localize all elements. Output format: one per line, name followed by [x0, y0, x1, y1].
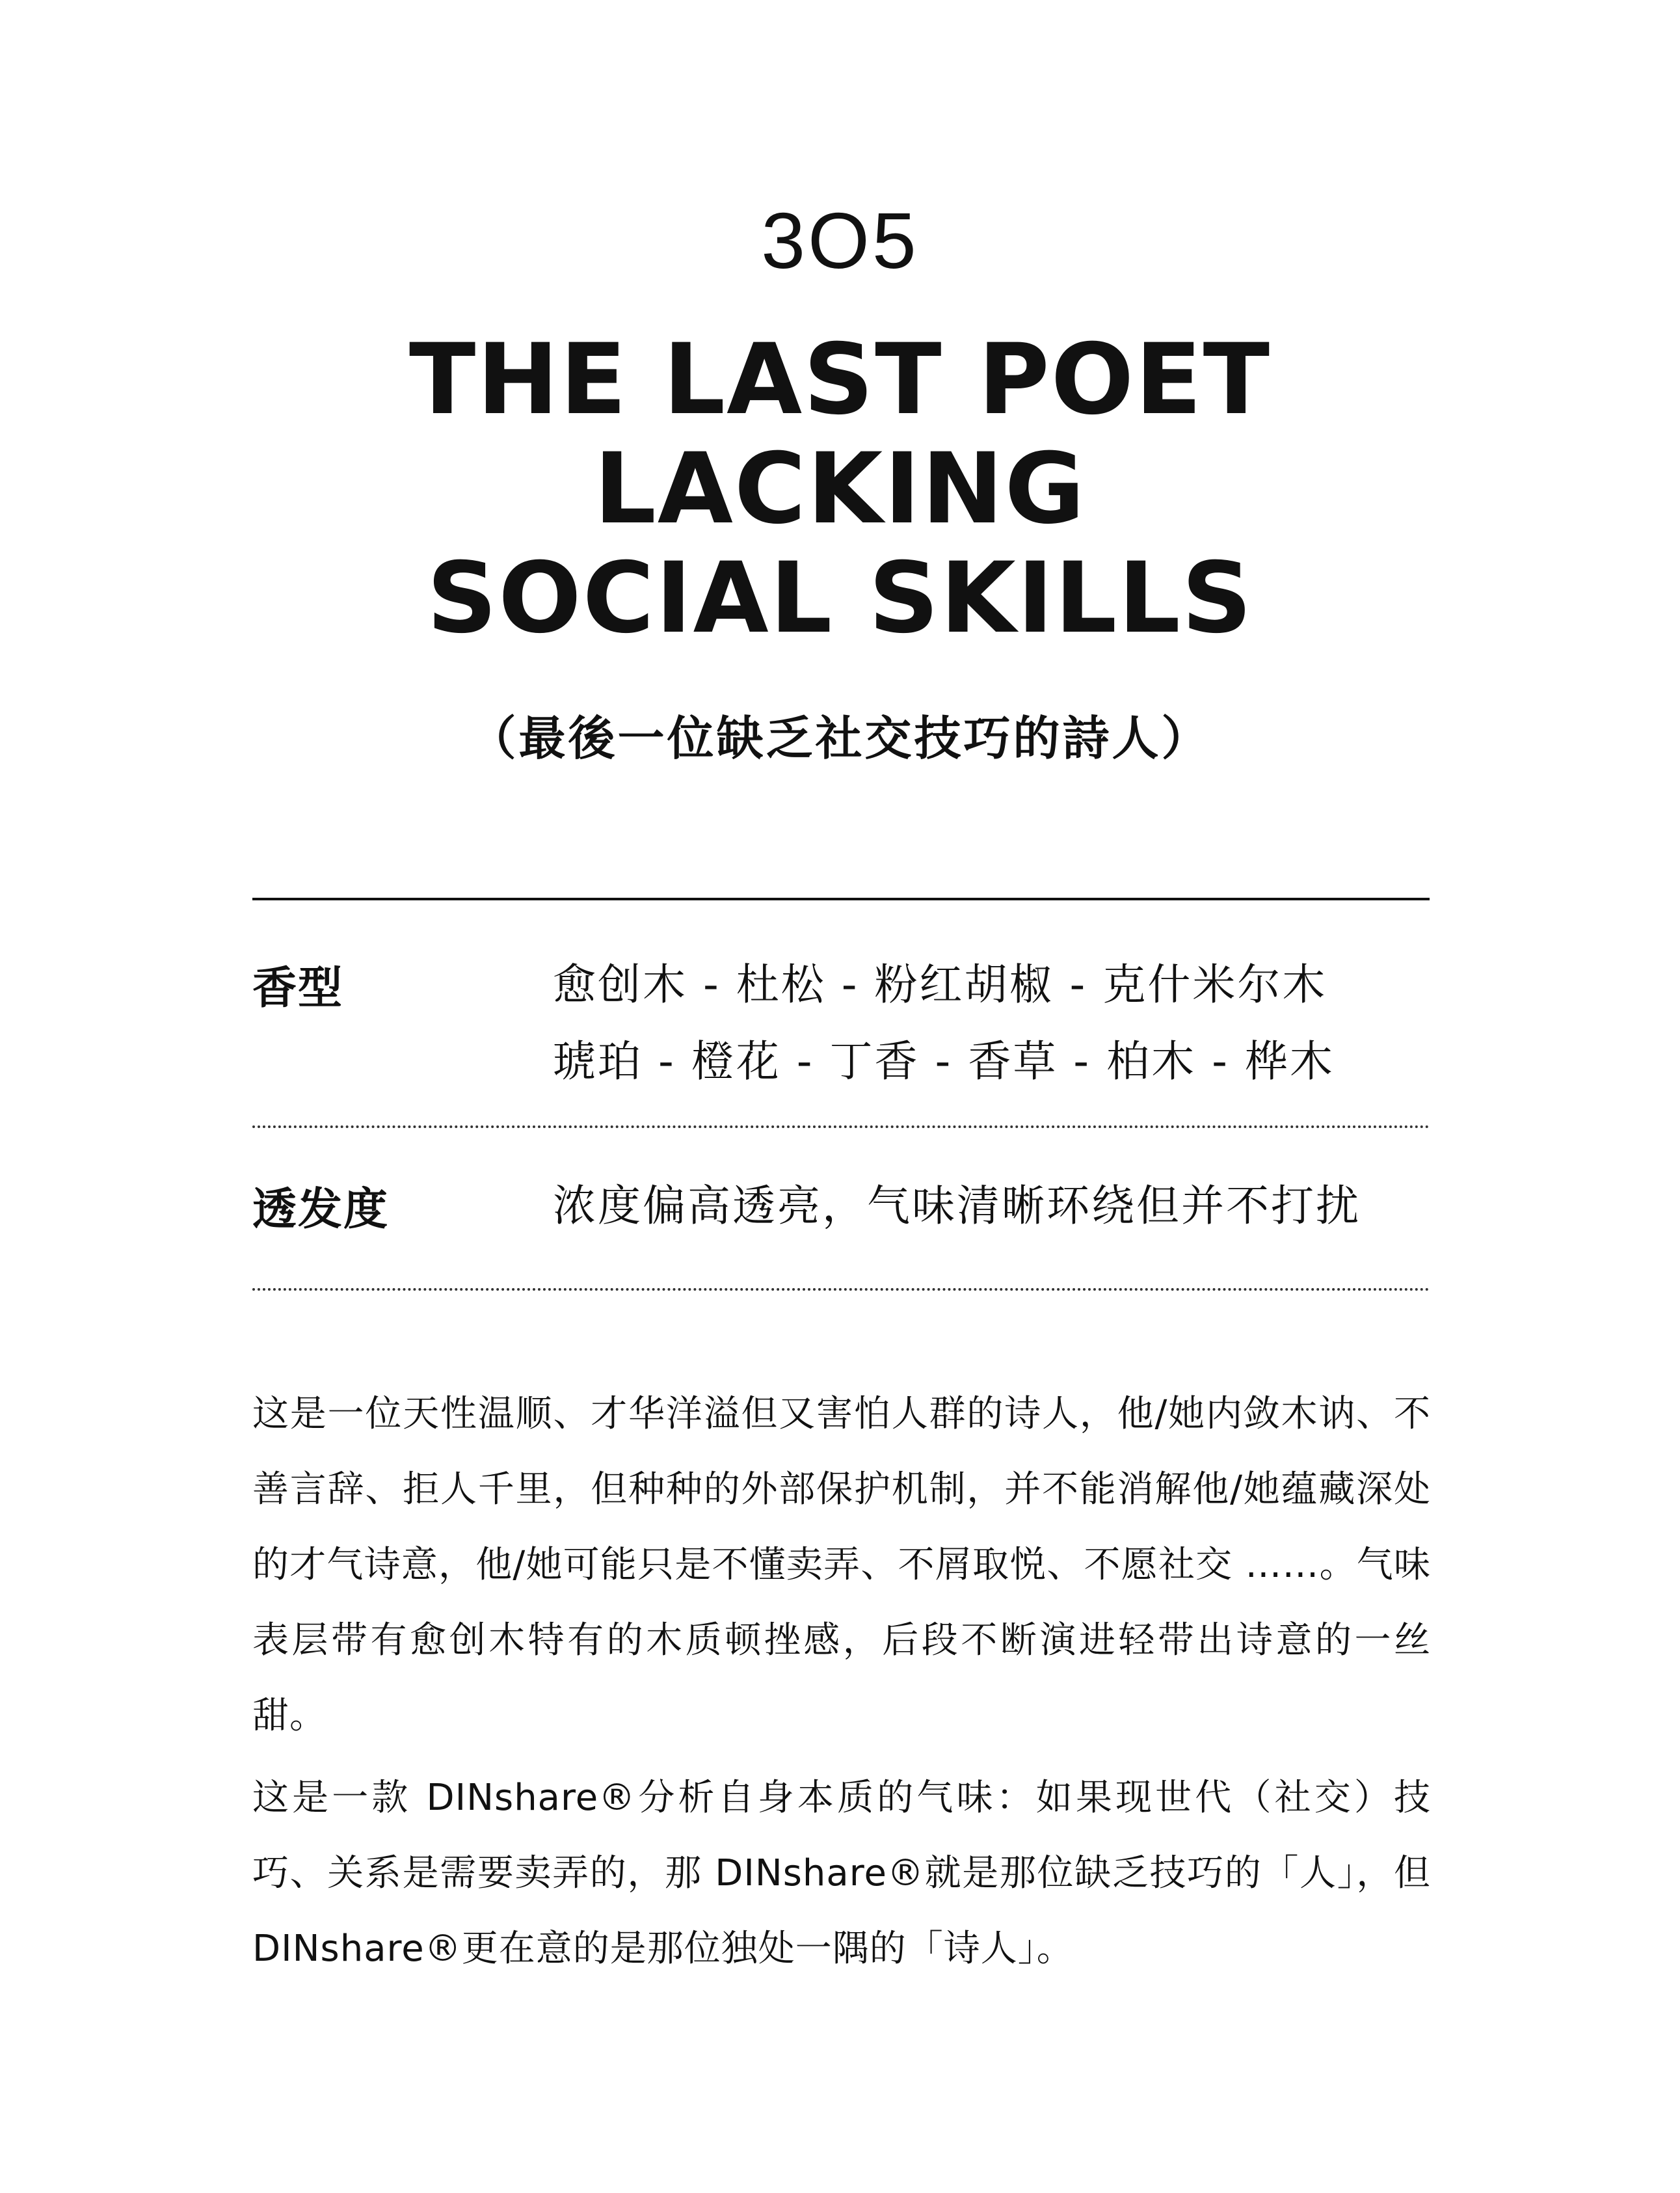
dotted-divider	[252, 1125, 1430, 1128]
diffusion-value: 浓度偏高透亮，气味清晰环绕但并不打扰	[553, 1181, 1361, 1231]
notes-line: 愈创木 - 杜松 - 粉红胡椒 - 克什米尔木	[553, 960, 1327, 1010]
notes-label: 香型	[252, 963, 344, 1014]
brand-paragraph: 这是一款 DINshare®分析自身本质的气味：如果现世代（社交）技巧、关系是需要卖弄的，那 DINshare®就是那位缺乏技巧的「人」，但DINshare®更在意的是那位独处一隅的「诗人」。	[252, 1777, 1431, 1970]
notes-line: 琥珀 - 橙花 - 丁香 - 香草 - 柏木 - 桦木	[553, 1036, 1335, 1086]
page-title	[0, 325, 1680, 653]
chinese-subtitle: （最後一位缺乏社交技巧的詩人）	[469, 711, 1211, 766]
title-line: LACKING	[594, 433, 1086, 546]
title-line: THE LAST POET	[408, 323, 1272, 437]
dotted-divider	[252, 1288, 1430, 1291]
diffusion-label: 透发度	[252, 1184, 390, 1235]
fragrance-number: 3O5	[761, 196, 919, 285]
description-paragraph: 这是一位天性温顺、才华洋溢但又害怕人群的诗人，他/她内敛木讷、不善言辞、拒人千里，但种种的外部保护机制，并不能消解他/她蕴藏深处的才气诗意，他/她可能只是不懂卖弄、不屑取悦、不愿社交 ……。气味表层带有愈创木特有的木质顿挫感，后段不断演进轻带出诗意的一丝甜。	[252, 1393, 1431, 1737]
notes-value	[553, 947, 1431, 1100]
section-divider	[252, 898, 1430, 900]
title-line: SOCIAL SKILLS	[427, 542, 1253, 655]
